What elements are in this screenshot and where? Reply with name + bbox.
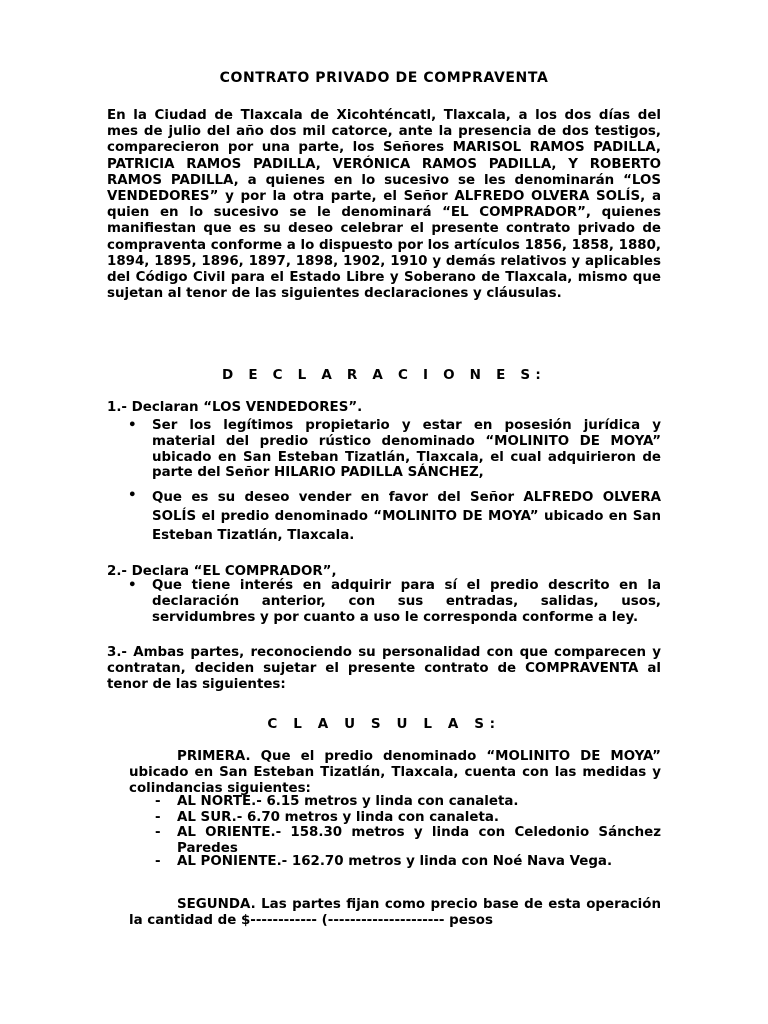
- dash-icon: -: [155, 794, 161, 809]
- clausula-primera: PRIMERA. Que el predio denominado “MOLINITO DE MOYA” ubicado en San Esteban Tizatlán, Tlaxcala, cuenta con las medidas y colindancias siguientes:: [129, 749, 661, 796]
- intro-paragraph: En la Ciudad de Tlaxcala de Xicohténcatl, Tlaxcala, a los dos días del mes de julio del año dos mil catorce, ante la presencia de dos testigos, comparecieron por una parte, los Señores MARISOL RAMOS PADILLA, PATRICIA RAMOS PADILLA, VERÓNICA RAMOS PADILLA, Y ROBERTO RAMOS PADILLA, a quienes en lo sucesivo se les denominarán “LOS VENDEDORES” y por la otra parte, el Señor ALFREDO OLVERA SOLÍS, a quien en lo sucesivo se le denominará “EL COMPRADOR”, quienes manifiestan que es su deseo celebrar el presente contrato privado de compraventa conforme a lo dispuesto por los artículos 1856, 1858, 1880, 1894, 1895, 1896, 1897, 1898, 1902, 1910 y demás relativos y aplicables del Código Civil para el Estado Libre y Soberano de Tlaxcala, mismo que sujetan al tenor de las siguientes declaraciones y cláusulas.: [107, 108, 661, 302]
- declaraciones-heading: D E C L A R A C I O N E S:: [222, 367, 546, 383]
- colindancia-text: AL NORTE.- 6.15 metros y linda con canaleta.: [177, 794, 519, 809]
- clausula-segunda: SEGUNDA. Las partes fijan como precio base de esta operación la cantidad de $------------ (--------------------- pesos: [129, 897, 661, 928]
- bullet-text: Que es su deseo vender en favor del Señor ALFREDO OLVERA SOLÍS el predio denominado “MOLINITO DE MOYA” ubicado en San Esteban Tizatlán, Tlaxcala.: [152, 490, 661, 543]
- page-title: CONTRATO PRIVADO DE COMPRAVENTA: [219, 70, 549, 86]
- colindancia-text: AL ORIENTE.- 158.30 metros y linda con Celedonio Sánchez Paredes: [177, 825, 661, 856]
- bullet-text: Que tiene interés en adquirir para sí el predio descrito en la declaración anterior, con sus entradas, salidas, usos, servidumbres y por cuanto a uso le corresponda conforme a ley.: [152, 578, 661, 625]
- bullet-icon: •: [128, 488, 137, 503]
- declaration-3: 3.- Ambas partes, reconociendo su personalidad con que comparecen y contratan, deciden sujetar el presente contrato de COMPRAVENTA al tenor de las siguientes:: [107, 645, 661, 693]
- declaration-2-heading: 2.- Declara “EL COMPRADOR”,: [107, 564, 337, 579]
- dash-icon: -: [155, 854, 161, 869]
- colindancia-text: AL PONIENTE.- 162.70 metros y linda con Noé Nava Vega.: [177, 854, 613, 869]
- bullet-icon: •: [128, 418, 137, 433]
- bullet-icon: •: [128, 578, 137, 593]
- dash-icon: -: [155, 825, 161, 840]
- clausulas-heading: C L A U S U L A S:: [267, 716, 501, 732]
- declaration-1-heading: 1.- Declaran “LOS VENDEDORES”.: [107, 400, 363, 415]
- bullet-text: Ser los legítimos propietario y estar en posesión jurídica y material del predio rústico denominado “MOLINITO DE MOYA” ubicado en San Esteban Tizatlán, Tlaxcala, el cual adquirieron de parte del Señor HILARIO PADILLA SÁNCHEZ,: [152, 418, 661, 481]
- colindancia-text: AL SUR.- 6.70 metros y linda con canaleta.: [177, 810, 499, 825]
- dash-icon: -: [155, 810, 161, 825]
